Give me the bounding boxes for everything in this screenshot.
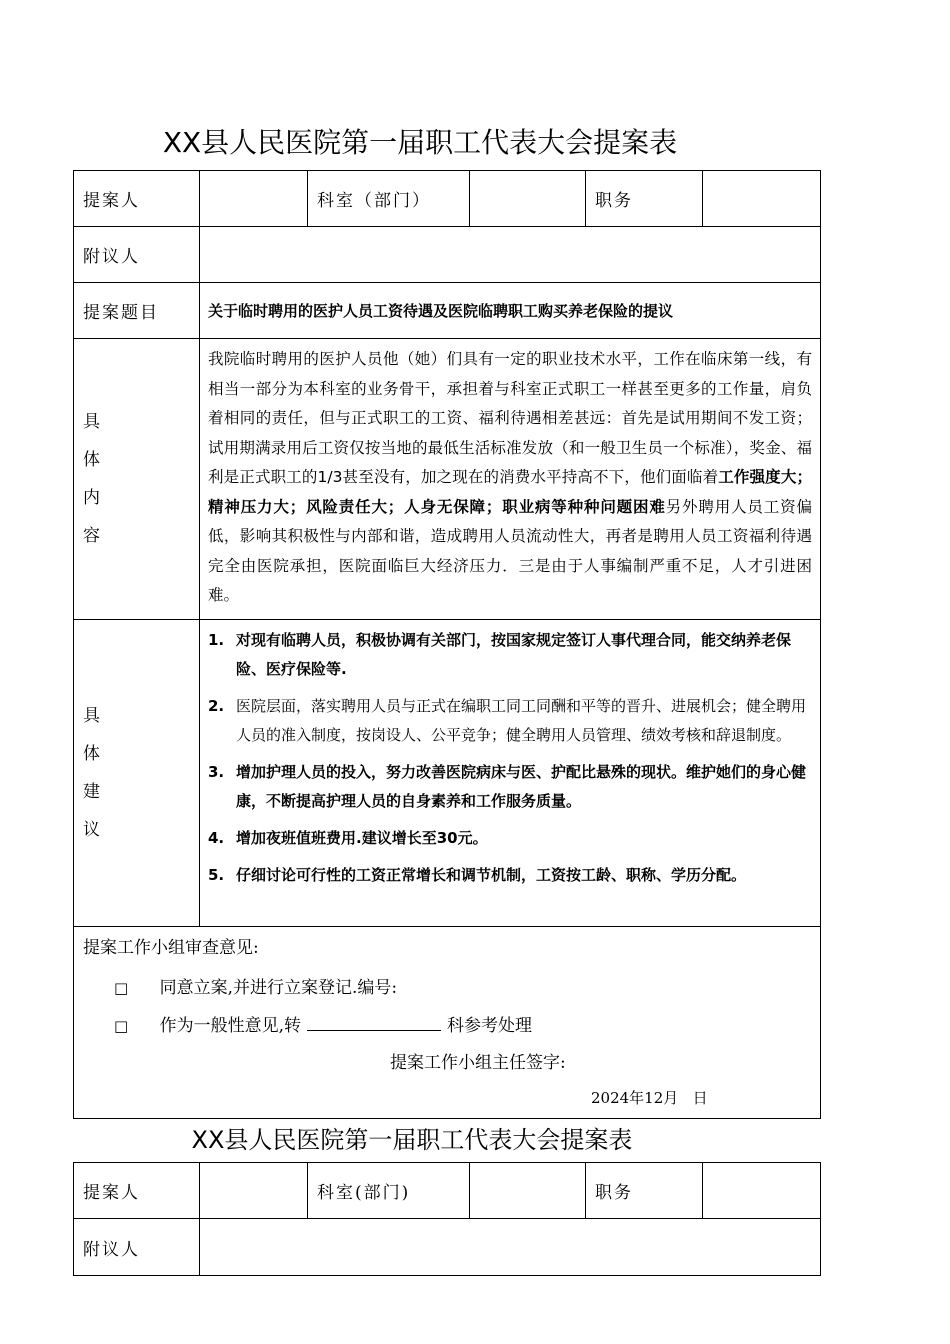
content-label-char: 体: [83, 449, 100, 470]
suggestion-item: 1. 对现有临聘人员，积极协调有关部门，按国家规定签订人事代理合同，能交纳养老保险、医疗保险等.: [208, 630, 792, 678]
option-2-suffix: 科参考处理: [447, 1015, 532, 1036]
topic-label: 提案题目: [74, 283, 200, 339]
suggestion-item: 2. 医院层面，落实聘用人员与正式在编职工同工同酬和平等的晋升、进展机会；健全聘用人员的准入制度，按岗设人、公平竞争；健全聘用人员管理、绩效考核和辞退制度。: [208, 696, 807, 744]
suggestion-item: 5. 仔细讨论可行性的工资正常增长和调节机制，工资按工龄、职称、学历分配。: [208, 865, 747, 884]
content-label-char: 容: [83, 525, 100, 546]
review-option-2: [114, 1011, 532, 1036]
content-label-char: 内: [83, 487, 100, 508]
seconder-field[interactable]: [200, 1219, 821, 1276]
review-date: 2024年12月 日: [591, 1088, 708, 1107]
review-section: [74, 926, 821, 1118]
suggestion-item: 3. 增加护理人员的投入，努力改善医院病床与医、护配比悬殊的现状。维护她们的身心健康，不断提高护理人员的自身素养和工作服务质量。: [208, 762, 807, 810]
review-title: 提案工作小组审查意见:: [83, 937, 259, 958]
review-option-1: [114, 973, 397, 998]
content-label-char: 具: [83, 411, 100, 432]
option-1-text: 同意立案,并进行立案登记.编号:: [159, 977, 398, 998]
dept-blank-line[interactable]: [307, 1016, 441, 1031]
content-text: [200, 339, 821, 620]
checkbox-icon[interactable]: □: [114, 1016, 129, 1035]
topic-text: 关于临时聘用的医护人员工资待遇及医院临聘职工购买养老保险的提议: [200, 283, 821, 339]
suggestion-item: 4. 增加夜班值班费用.建议增长至30元。: [208, 828, 488, 847]
seconder-label: 附议人: [74, 1219, 200, 1276]
option-2-prefix: 作为一般性意见,转: [159, 1015, 301, 1036]
proposer-label: 提案人: [74, 171, 200, 227]
suggest-label: [74, 619, 200, 926]
content-label: [74, 339, 200, 620]
suggest-label-char: 议: [83, 819, 100, 840]
position-label: 职务: [586, 1163, 703, 1219]
position-field[interactable]: [703, 171, 821, 227]
suggest-label-char: 建: [83, 781, 100, 802]
content-part1: 我院临时聘用的医护人员他（她）们具有一定的职业技术水平，工作在临床第一线，有相当一部分为本科室的业务骨干，承担着与科室正式职工一样甚至更多的工作量，肩负着相同的责任，但与正式职工的工资、福利待遇相差甚远：首先是试用期间不发工资；试用期满录用后工资仅按当地的最低生活标准发放（和一般卫生员一个标准），奖金、福利是正式职工的1/3甚至没有，加之现在的消费水平持高不下，他们面临着: [208, 350, 812, 486]
seconder-field[interactable]: [200, 227, 821, 283]
position-label: 职务: [586, 171, 703, 227]
suggest-label-char: 体: [83, 743, 100, 764]
dept-label: 科室（部门）: [308, 171, 470, 227]
checkbox-icon[interactable]: □: [114, 978, 129, 997]
position-field[interactable]: [703, 1163, 821, 1219]
proposer-label: 提案人: [74, 1163, 200, 1219]
proposal-table-2: [73, 1162, 821, 1276]
dept-field[interactable]: [470, 171, 586, 227]
content-bold: 工作强度大；精神压力大；风险责任大；人身无保障；职业病等种种问题困难: [208, 468, 812, 516]
proposer-field[interactable]: [200, 171, 308, 227]
form-title-2: XX县人民医院第一届职工代表大会提案表: [191, 1126, 633, 1154]
seconder-label: 附议人: [74, 227, 200, 283]
dept-label: 科室(部门): [308, 1163, 470, 1219]
dept-field[interactable]: [470, 1163, 586, 1219]
proposer-field[interactable]: [200, 1163, 308, 1219]
suggest-label-char: 具: [83, 705, 100, 726]
content-part2: 另外聘用人员工资偏低，影响其积极性与内部和谐，造成聘用人员流动性大，再者是聘用人员工资福利待遇完全由医院承担，医院面临巨大经济压力．三是由于人事编制严重不足，人才引进困难。: [208, 497, 812, 604]
form-title: XX县人民医院第一届职工代表大会提案表: [162, 126, 678, 159]
suggestion-list: [200, 619, 821, 926]
sign-label: 提案工作小组主任签字:: [390, 1052, 566, 1073]
proposal-table: [73, 170, 821, 1119]
